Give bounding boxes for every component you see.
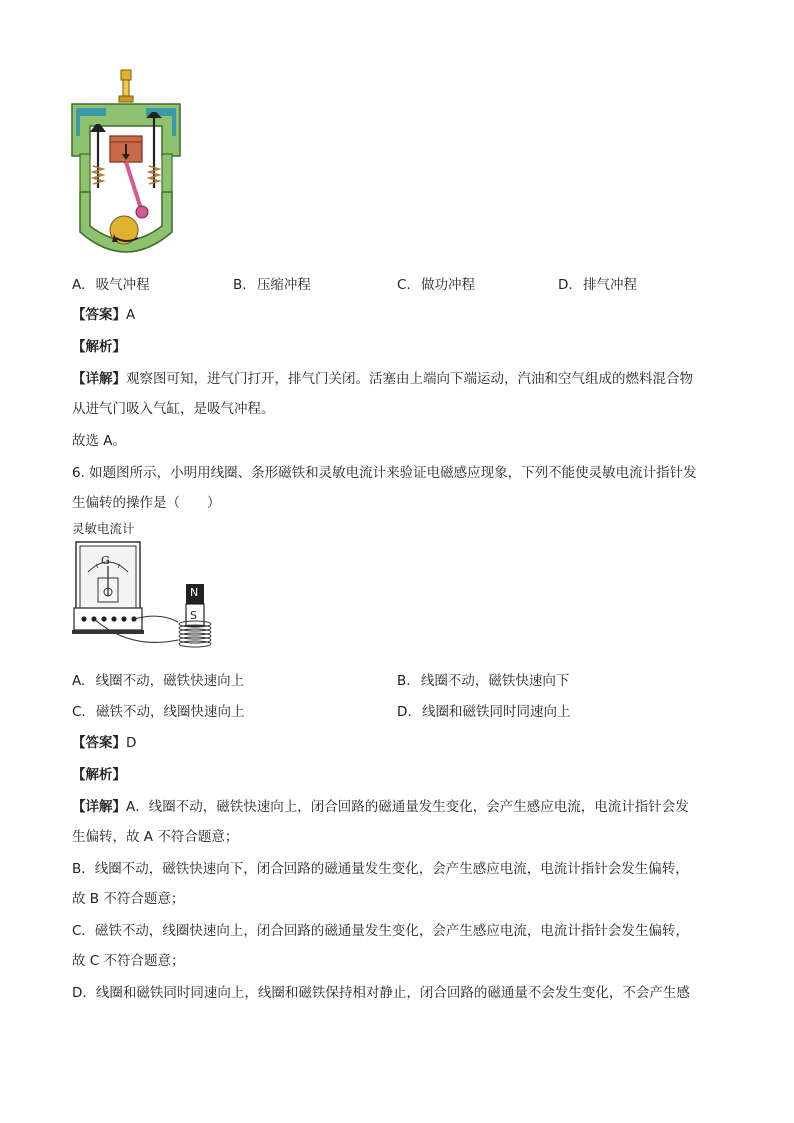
option-text: 做功冲程 xyxy=(421,277,476,293)
option-letter: B. xyxy=(397,673,411,689)
q5-option-c xyxy=(397,275,475,295)
detail-text: 观察图可知，进气门打开，排气门关闭。活塞由上端向下端运动，汽油和空气组成的燃料混合物 xyxy=(126,371,693,387)
answer-value: D xyxy=(126,735,137,751)
q6-stem-line-2: 生偏转的操作是（ ） xyxy=(72,495,221,511)
magnet-north-label: N xyxy=(190,586,199,599)
q5-answer xyxy=(72,305,135,325)
option-text: 压缩冲程 xyxy=(256,277,311,293)
figure-title: 灵敏电流计 xyxy=(72,521,135,536)
q6-detail-line-3: B．线圈不动，磁铁快速向下，闭合回路的磁通量发生变化，会产生感应电流，电流计指针会发生偏转， xyxy=(72,861,689,877)
option-letter: A. xyxy=(72,673,86,689)
q6-analysis-label: 【解析】 xyxy=(72,767,126,783)
galvanometer-circuit-diagram xyxy=(70,538,230,660)
q6-answer xyxy=(72,733,136,753)
q6-detail-line-5: C．磁铁不动，线圈快速向上，闭合回路的磁通量发生变化，会产生感应电流，电流计指针会发生偏转， xyxy=(72,923,689,939)
q6-detail-line-7: D．线圈和磁铁同时同速向上，线圈和磁铁保持相对静止，闭合回路的磁通量不会发生变化，不会产生感 xyxy=(72,985,690,1001)
q5-conclusion: 故选 A。 xyxy=(72,433,127,449)
q6-option-c xyxy=(72,702,245,722)
q5-detail-line-2: 从进气门吸入气缸，是吸气冲程。 xyxy=(72,401,275,417)
q6-option-b xyxy=(397,671,569,691)
option-letter: A. xyxy=(72,277,86,293)
q5-option-d xyxy=(558,275,637,295)
q5-analysis-label: 【解析】 xyxy=(72,339,126,355)
option-letter: C. xyxy=(397,277,411,293)
answer-value: A xyxy=(126,307,136,323)
option-text: 线圈不动，磁铁快速向下 xyxy=(420,673,570,689)
q6-stem-line-1: 6. 如题图所示，小明用线圈、条形磁铁和灵敏电流计来验证电磁感应现象，下列不能使灵敏电流计指针发 xyxy=(72,465,697,481)
q6-detail-line-4: 故 B 不符合题意； xyxy=(72,891,185,907)
q6-option-d xyxy=(397,702,570,722)
q6-detail-line-1 xyxy=(72,797,689,817)
option-text: 线圈不动，磁铁快速向上 xyxy=(95,673,245,689)
meter-letter: G xyxy=(101,554,110,567)
q6-detail-line-2: 生偏转，故 A 不符合题意； xyxy=(72,829,239,845)
option-letter: C. xyxy=(72,704,86,720)
answer-label: 【答案】 xyxy=(72,307,126,323)
detail-label: 【详解】 xyxy=(72,371,126,387)
q6-option-a xyxy=(72,671,244,691)
option-text: 线圈和磁铁同时同速向上 xyxy=(421,704,571,720)
q5-option-a xyxy=(72,275,150,295)
option-letter: B. xyxy=(233,277,247,293)
q6-detail-line-6: 故 C 不符合题意； xyxy=(72,953,185,969)
option-letter: D. xyxy=(558,277,573,293)
q5-detail-line-1 xyxy=(72,369,693,389)
q5-option-b xyxy=(233,275,311,295)
detail-label: 【详解】 xyxy=(72,799,126,815)
answer-label: 【答案】 xyxy=(72,735,126,751)
detail-text: A．线圈不动，磁铁快速向上，闭合回路的磁通量发生变化，会产生感应电流，电流计指针会发 xyxy=(126,799,689,815)
magnet-south-label: S xyxy=(190,609,197,622)
engine-intake-stroke-diagram xyxy=(66,66,186,266)
option-text: 排气冲程 xyxy=(582,277,637,293)
option-letter: D. xyxy=(397,704,412,720)
option-text: 磁铁不动，线圈快速向上 xyxy=(96,704,245,720)
option-text: 吸气冲程 xyxy=(95,277,150,293)
